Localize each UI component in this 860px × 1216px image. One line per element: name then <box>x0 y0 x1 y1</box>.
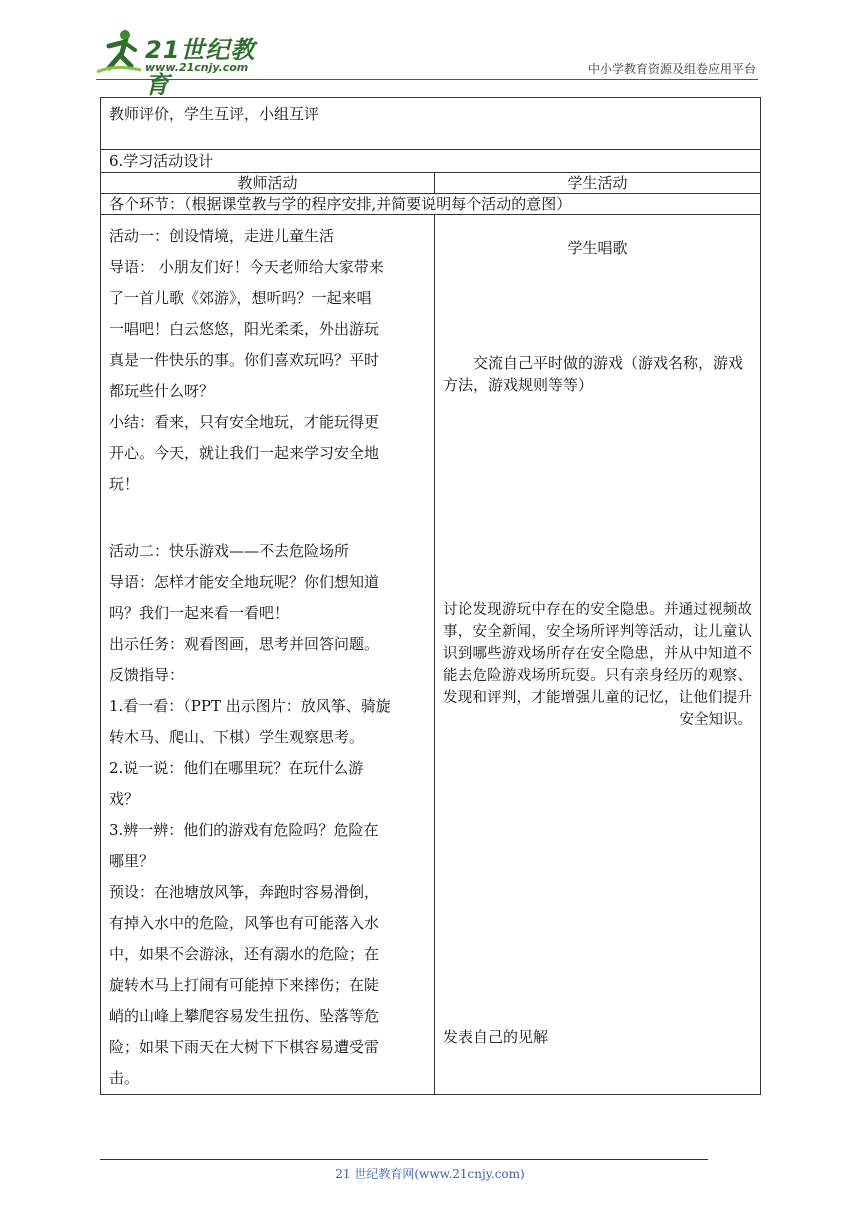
platform-name: 中小学教育资源及组卷应用平台 <box>587 62 756 76</box>
teacher-line: 一唱吧！白云悠悠，阳光柔柔，外出游玩 <box>109 320 380 338</box>
teacher-line: 活动一：创设情境，走进儿童生活 <box>109 227 335 245</box>
teacher-line <box>109 500 426 536</box>
teacher-line: 3.辨一辨：他们的游戏有危险吗？危险在 <box>109 821 379 839</box>
student-column-header: 学生活动 <box>435 173 761 194</box>
teacher-line: 哪里？ <box>109 852 155 870</box>
teacher-activity-cell <box>101 215 435 1095</box>
section-title: 6.学习活动设计 <box>101 150 761 173</box>
teacher-line: 都玩些什么呀？ <box>109 382 215 400</box>
teacher-line: 反馈指导： <box>109 666 185 684</box>
section-row <box>101 150 761 173</box>
student-activity-2: 交流自己平时做的游戏（游戏名称，游戏方法，游戏规则等等） <box>443 354 744 394</box>
runner-logo-icon <box>95 28 143 74</box>
student-activity-4: 发表自己的见解 <box>443 1028 549 1046</box>
teacher-line: 了一首儿歌《郊游》，想听吗？一起来唱 <box>109 289 372 307</box>
logo-title: 21世纪教育 <box>145 36 256 99</box>
logo <box>95 28 265 99</box>
teacher-activity-text <box>109 221 426 1094</box>
lesson-table <box>100 97 761 1095</box>
column-header-row <box>101 173 761 194</box>
evaluation-row <box>101 98 761 150</box>
logo-url: www.21cnjy.com <box>145 61 249 74</box>
page-header <box>0 0 860 99</box>
teacher-line: 导语：怎样才能安全地玩呢？你们想知道 <box>109 573 380 591</box>
teacher-line: 预设：在池塘放风筝，奔跑时容易滑倒， <box>109 883 380 901</box>
teacher-line: 戏？ <box>109 790 140 808</box>
teacher-line: 小结：看来，只有安全地玩，才能玩得更 <box>109 413 380 431</box>
teacher-line: 开心。今天，就让我们一起来学习安全地 <box>109 444 380 462</box>
teacher-line: 有掉入水中的危险，风筝也有可能落入水 <box>109 914 380 932</box>
teacher-line: 旋转木马上打闹有可能掉下来摔伤；在陡 <box>109 976 380 994</box>
student-activity-cell <box>435 215 761 1095</box>
note-text: 各个环节：（根据课堂教与学的程序安排,并简要说明每个活动的意图） <box>101 194 761 215</box>
teacher-line: 活动二：快乐游戏——不去危险场所 <box>109 542 350 560</box>
footer-divider <box>100 1159 708 1160</box>
teacher-line: 吗？我们一起来看一看吧！ <box>109 604 290 622</box>
teacher-line: 险；如果下雨天在大树下下棋容易遭受雷 <box>109 1038 380 1056</box>
teacher-column-header: 教师活动 <box>101 173 435 194</box>
footer-text: 21 世纪教育网(www.21cnjy.com) <box>335 1167 525 1181</box>
teacher-line: 玩！ <box>109 475 140 493</box>
header-divider <box>96 79 758 80</box>
teacher-line: 击。 <box>109 1069 140 1087</box>
teacher-line: 中，如果不会游泳，还有溺水的危险；在 <box>109 945 380 963</box>
teacher-line: 出示任务：观看图画，思考并回答问题。 <box>109 635 380 653</box>
teacher-line: 2.说一说：他们在哪里玩？在玩什么游 <box>109 759 364 777</box>
teacher-line: 峭的山峰上攀爬容易发生扭伤、坠落等危 <box>109 1007 380 1025</box>
evaluation-text: 教师评价，学生互评，小组互评 <box>101 98 761 150</box>
teacher-line: 1.看一看：（PPT 出示图片：放风筝、骑旋 <box>109 697 391 715</box>
note-row <box>101 194 761 215</box>
student-activity-1: 学生唱歌 <box>567 239 628 257</box>
activity-row <box>101 215 761 1095</box>
teacher-line: 转木马、爬山、下棋）学生观察思考。 <box>109 728 365 746</box>
teacher-line: 导语： 小朋友们好！今天老师给大家带来 <box>109 258 384 276</box>
student-activity-3: 讨论发现游玩中存在的安全隐患。并通过视频故事，安全新闻，安全场所评判等活动，让儿童认识到哪些游戏场所存在安全隐患，并从中知道不能去危险游戏场所玩耍。只有亲身经历的观察、发现和评判，才能增强儿童的记忆，让他们提升安全知识。 <box>443 602 753 728</box>
teacher-line: 真是一件快乐的事。你们喜欢玩吗？平时 <box>109 351 380 369</box>
